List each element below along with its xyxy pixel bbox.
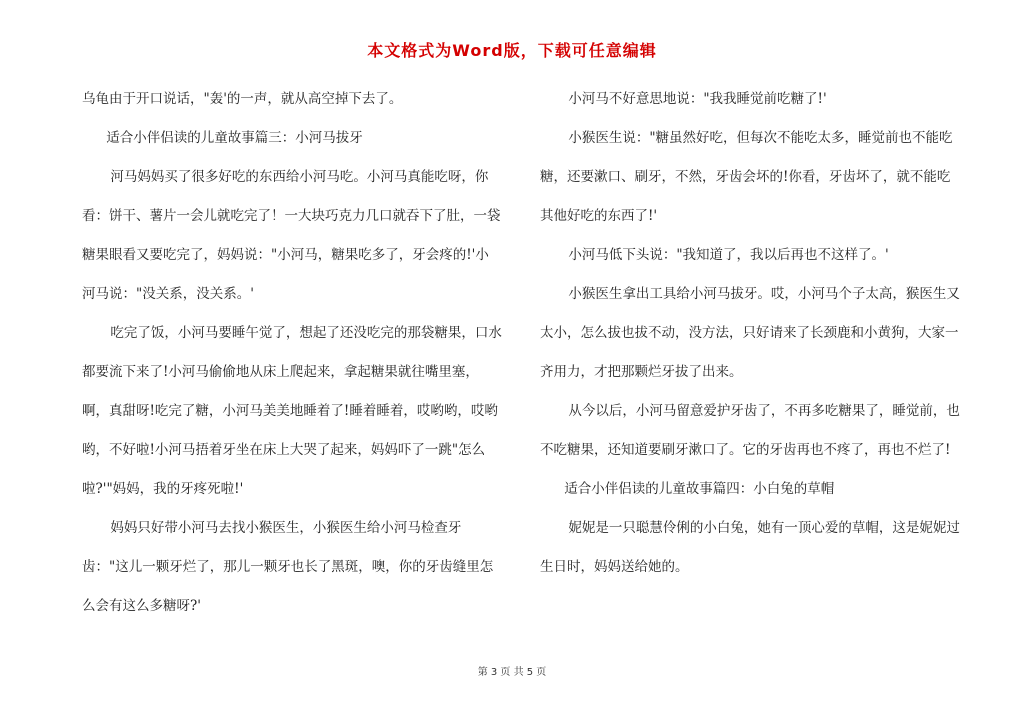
right-column [540, 80, 960, 587]
paragraph: 小猴医生拿出工具给小河马拔牙。哎，小河马个子太高，猴医生又太小，怎么拔也拔不动，没方法，只好请来了长颈鹿和小黄狗，大家一齐用力，才把那颗烂牙拔了出来。 [540, 286, 960, 380]
left-column [82, 80, 502, 626]
story-heading: 适合小伴侣读的儿童故事篇三：小河马拔牙 [106, 130, 363, 146]
paragraph: 河马妈妈买了很多好吃的东西给小河马吃。小河马真能吃呀，你看：饼干、薯片一会儿就吃完了！一大块巧克力几口就吞下了肚，一袋糖果眼看又要吃完了，妈妈说："小河马，糖果吃多了，牙会疼的!'小河马说："没关系，没关系。' [82, 169, 501, 302]
page-number: 第 3 页 共 5 页 [477, 667, 547, 678]
paragraph: 小河马不好意思地说："我我睡觉前吃糖了!' [568, 91, 827, 107]
paragraph: 从今以后，小河马留意爱护牙齿了，不再多吃糖果了，睡觉前，也不吃糖果，还知道要刷牙漱口了。它的牙齿再也不疼了，再也不烂了! [540, 403, 960, 458]
page-header: 本文格式为Word版，下载可任意编辑 [367, 41, 657, 60]
paragraph: 妈妈只好带小河马去找小猴医生，小猴医生给小河马检查牙齿："这儿一颗牙烂了，那儿一颗牙也长了黑斑，噢，你的牙齿缝里怎么会有这么多糖呀?' [82, 520, 494, 614]
paragraph: 小河马低下头说："我知道了，我以后再也不这样了。' [568, 247, 889, 263]
paragraph: 吃完了饭，小河马要睡午觉了，想起了还没吃完的那袋糖果，口水都要流下来了!小河马偷偷地从床上爬起来，拿起糖果就往嘴里塞，啊，真甜呀!吃完了糖，小河马美美地睡着了!睡着睡着，哎哟哟，哎哟哟，不好啦!小河马捂着牙坐在床上大哭了起来，妈妈吓了一跳"怎么啦?'"妈妈，我的牙疼死啦!' [82, 325, 502, 497]
paragraph: 妮妮是一只聪慧伶俐的小白兔，她有一顶心爱的草帽，这是妮妮过生日时，妈妈送给她的。 [540, 520, 960, 575]
paragraph: 小猴医生说："糖虽然好吃，但每次不能吃太多，睡觉前也不能吃糖，还要漱口、刷牙，不然，牙齿会坏的!你看，牙齿坏了，就不能吃其他好吃的东西了!' [540, 130, 953, 224]
story-heading: 适合小伴侣读的儿童故事篇四：小白兔的草帽 [564, 481, 835, 497]
paragraph: 乌龟由于开口说话，"轰'的一声，就从高空掉下去了。 [82, 91, 403, 107]
